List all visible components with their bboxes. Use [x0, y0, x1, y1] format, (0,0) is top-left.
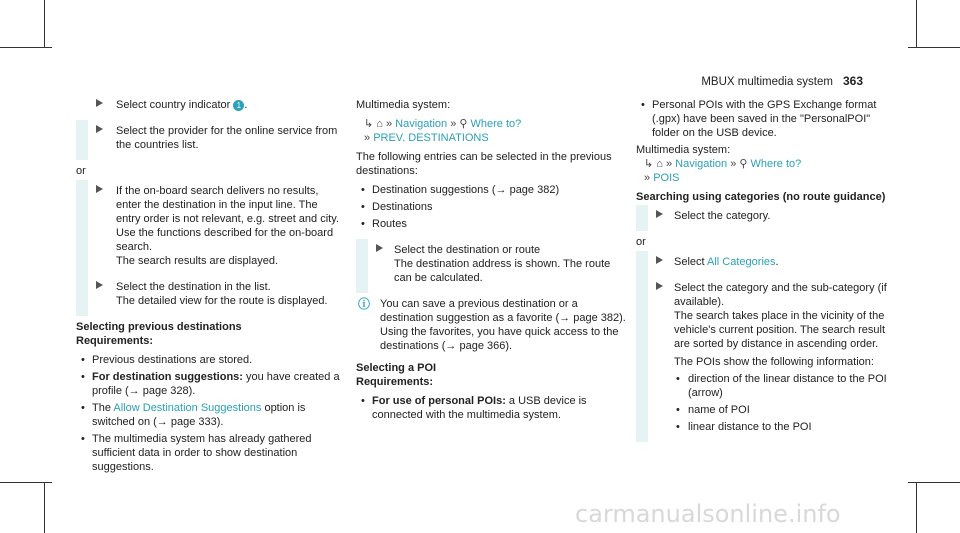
list-item: • For use of personal POIs: a USB device is connected with the multimedia system. — [361, 395, 587, 421]
crop-mark — [916, 482, 917, 533]
column-3: • Personal POIs with the GPS Exchange format (.gpx) have been saved in the "PersonalPOI" folder on the USB device. Multimedia system: ↳ ⌂ » Navigation » ⚲ Where to? » POIS Searching using categories (no route guidance) Select the category. or Select All Categories. Select the category and the sub-category (if available). The search takes place in the vicinity of the vehicle's current position. The search result are sorted by distance in ascending order. The POIs show the following information: • direction of the linear distance to the POI (arrow) • name of POI • linear distance to the POI — [636, 98, 896, 446]
step-arrow-icon — [656, 282, 663, 290]
step: Select the provider for the online service from the countries list. — [76, 124, 341, 152]
step-arrow-icon — [656, 210, 663, 218]
column-1 — [76, 98, 341, 477]
list-item: • name of POI — [676, 404, 750, 416]
column-2: Multimedia system: ↳ ⌂ » Navigation » ⚲ Where to? » PREV. DESTINATIONS The following entries can be selected in the previous destinations: • Destination suggestions (→ page 382) • Destinations • Routes Select the destination or route The destination address is shown. The route can be calculated. ⓘ You can save a previous destination or a destination suggestion as a favorite (→ page 382). Using the favorites, you have quick access to the destinations (→ page 366). Selecting a POI Requirements: • For use of personal POIs: a USB device is connected with the multimedia system. — [356, 99, 626, 421]
step-bar — [76, 120, 88, 160]
menu-path: » PREV. DESTINATIONS — [364, 132, 489, 144]
path-pois[interactable]: POIS — [653, 172, 680, 184]
menu-path: ↳ ⌂ » Navigation » ⚲ Where to? — [364, 118, 522, 130]
option-link[interactable]: Allow Destination Suggestions — [113, 402, 262, 414]
list-item: • The Allow Destination Suggestions option is switched on (→ page 333). — [81, 402, 306, 428]
all-categories-link[interactable]: All Categories — [707, 256, 776, 268]
or-text: or — [636, 236, 646, 248]
path-prev-destinations[interactable]: PREV. DESTINATIONS — [373, 132, 489, 144]
list-item: • Routes — [361, 218, 407, 230]
step-arrow-icon — [96, 99, 103, 107]
step-bar — [76, 276, 88, 316]
list-item: • The multimedia system has already gathered sufficient data in order to show destination suggestions. — [81, 433, 312, 473]
step: Select country indicator 1 . — [76, 98, 341, 112]
list-item: • linear distance to the POI — [676, 421, 812, 433]
step: Select the category and the sub-category (if available). The search takes place in the vicinity of the vehicle's current position. The search result are sorted by distance in ascending order. The POIs show the following information: • direction of the linear distance to the POI (arrow) • name of POI • linear distance to the POI — [636, 281, 896, 434]
callout-number: 1 — [233, 100, 244, 111]
menu-path: ↳ ⌂ » Navigation » ⚲ Where to? — [644, 158, 802, 170]
section-heading: Selecting previous destinations — [76, 321, 242, 333]
info-icon: ⓘ — [358, 297, 371, 311]
path-navigation[interactable]: Navigation — [675, 158, 728, 170]
step-bar — [636, 277, 648, 442]
list-item: • Previous destinations are stored. — [81, 354, 253, 366]
step-arrow-icon — [96, 281, 103, 289]
step-bar — [636, 251, 648, 277]
step: Select All Categories. — [636, 255, 896, 269]
section-heading: Searching using categories (no route guidance) — [636, 191, 886, 203]
list-item: • For destination suggestions: you have created a profile (→ page 328). — [81, 371, 340, 397]
header-title: MBUX multimedia system — [701, 76, 833, 88]
step-arrow-icon — [96, 125, 103, 133]
list-item: • Personal POIs with the GPS Exchange format (.gpx) have been saved in the "PersonalPOI" folder on the USB device. — [641, 99, 877, 139]
step: Select the category. — [636, 209, 896, 223]
page-number: 363 — [842, 74, 863, 88]
crop-mark — [44, 0, 45, 48]
page-header — [701, 74, 863, 88]
step-arrow-icon — [376, 244, 383, 252]
path-where-to[interactable]: Where to? — [470, 118, 522, 130]
step: Select the destination or route The destination address is shown. The route can be calculated. — [356, 243, 626, 285]
requirements-label: Requirements: — [76, 335, 154, 347]
step-bar — [356, 239, 368, 293]
path-navigation[interactable]: Navigation — [395, 118, 448, 130]
crop-mark — [44, 482, 45, 533]
step: If the on-board search delivers no results, enter the destination in the input line. The entry order is not relevant, e.g. street and city. Use the functions described for the on-board search. The search results are displayed. — [76, 184, 341, 268]
step: Select the destination in the list. The detailed view for the route is displayed. — [76, 280, 341, 308]
step-arrow-icon — [96, 185, 103, 193]
or-text: or — [76, 165, 86, 177]
step-bar — [636, 205, 648, 231]
watermark: carmanualsonline.info — [575, 500, 841, 528]
step-arrow-icon — [656, 256, 663, 264]
list-item: • Destination suggestions (→ page 382) — [361, 184, 560, 196]
crop-mark — [916, 0, 917, 48]
step-bar — [76, 180, 88, 276]
crop-mark — [0, 47, 52, 48]
list-item: • direction of the linear distance to the POI (arrow) — [676, 373, 887, 399]
crop-mark — [908, 47, 960, 48]
menu-path: » POIS — [644, 172, 680, 184]
requirements-label: Requirements: — [356, 376, 434, 388]
section-heading: Selecting a POI — [356, 362, 437, 374]
path-where-to[interactable]: Where to? — [750, 158, 802, 170]
list-item: • Destinations — [361, 201, 433, 213]
note: ⓘ You can save a previous destination or a destination suggestion as a favorite (→ page 382). Using the favorites, you have quick access to the destinations (→ page 366). — [358, 297, 626, 352]
